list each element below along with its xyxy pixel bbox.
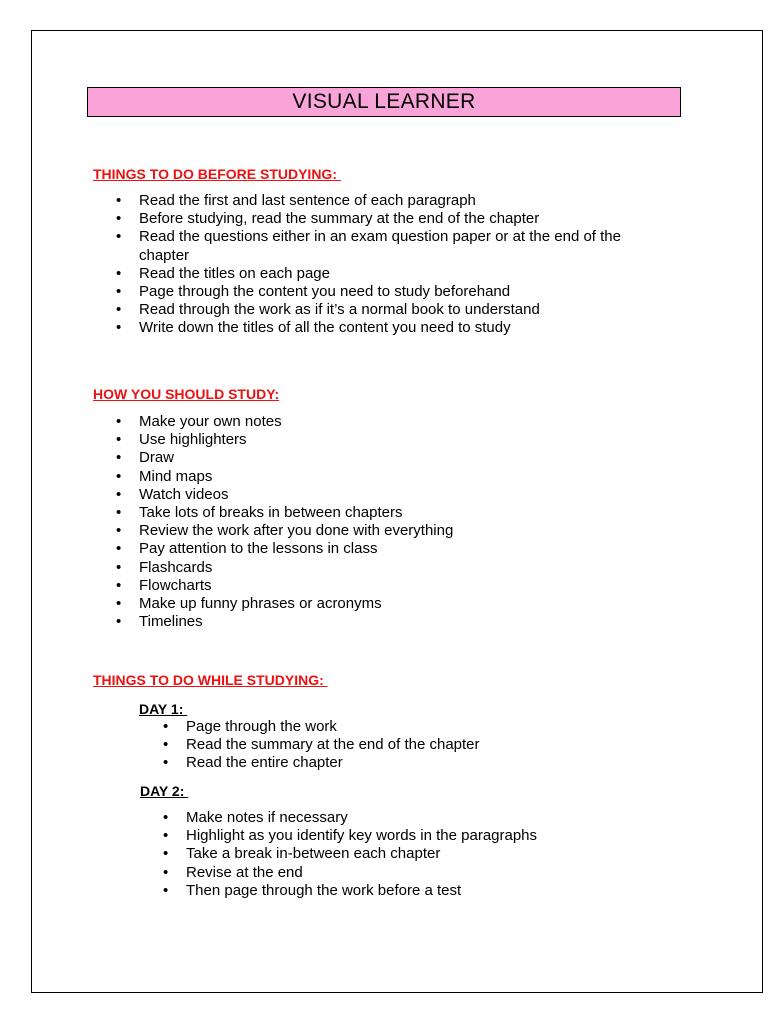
page-title: VISUAL LEARNER: [87, 87, 681, 117]
list-day-1: [186, 718, 706, 773]
heading-before-studying: THINGS TO DO BEFORE STUDYING:: [93, 166, 341, 182]
list-how-to-study: [139, 413, 659, 631]
list-item: • Highlight as you identify key words in the paragraphs: [186, 827, 706, 845]
day-1-label: DAY 1:: [139, 701, 188, 717]
list-item: • Read the titles on each page: [139, 265, 659, 283]
list-item: • Before studying, read the summary at the end of the chapter: [139, 210, 659, 228]
list-item: • Read through the work as if it’s a normal book to understand: [139, 301, 659, 319]
list-item: • Flashcards: [139, 559, 659, 577]
list-item: • Use highlighters: [139, 431, 659, 449]
heading-while-studying: THINGS TO DO WHILE STUDYING:: [93, 672, 328, 688]
list-item: • Page through the work: [186, 718, 706, 736]
list-item: • Make your own notes: [139, 413, 659, 431]
list-item: • Then page through the work before a test: [186, 882, 706, 900]
list-day-2: [186, 809, 706, 900]
list-item: • Make up funny phrases or acronyms: [139, 595, 659, 613]
list-item: • Revise at the end: [186, 864, 706, 882]
list-item: • Page through the content you need to study beforehand: [139, 283, 659, 301]
list-item: • Read the entire chapter: [186, 754, 706, 772]
list-item: • Pay attention to the lessons in class: [139, 540, 659, 558]
list-item: • Take lots of breaks in between chapters: [139, 504, 659, 522]
list-item: • Write down the titles of all the content you need to study: [139, 319, 659, 337]
day-2-label: DAY 2:: [140, 783, 189, 799]
list-item: • Flowcharts: [139, 577, 659, 595]
list-item: • Timelines: [139, 613, 659, 631]
list-item: • Watch videos: [139, 486, 659, 504]
list-item: • Mind maps: [139, 468, 659, 486]
list-item: • Review the work after you done with everything: [139, 522, 659, 540]
heading-how-to-study: HOW YOU SHOULD STUDY:: [93, 386, 280, 402]
list-item: • Make notes if necessary: [186, 809, 706, 827]
list-item: • Take a break in-between each chapter: [186, 845, 706, 863]
list-item: • Read the summary at the end of the chapter: [186, 736, 706, 754]
list-item: • Draw: [139, 449, 659, 467]
list-before-studying: [139, 192, 659, 338]
list-item: • Read the first and last sentence of each paragraph: [139, 192, 659, 210]
list-item: • Read the questions either in an exam question paper or at the end of the chapter: [139, 228, 659, 264]
